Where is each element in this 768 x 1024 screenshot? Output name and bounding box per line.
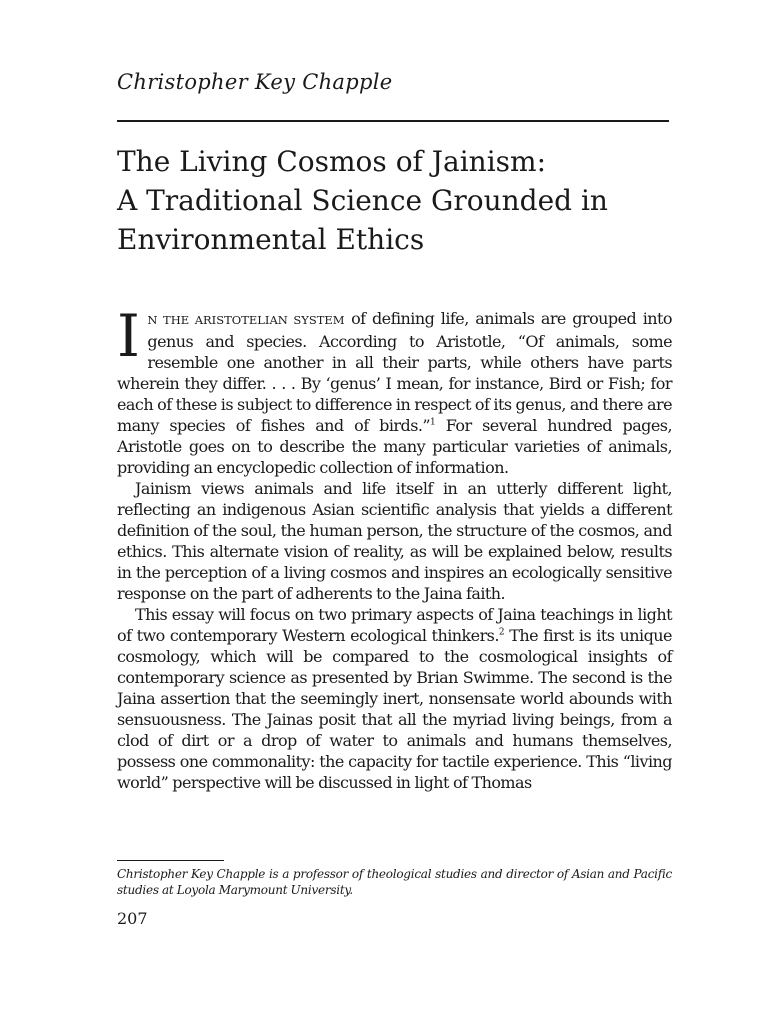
title-rule xyxy=(117,120,669,122)
paragraph-1-text-a: of defining life, animals are grouped into genus and species. According to Aristotle, “Of animals, some resemble one another in all their parts, while others have parts wherein they differ. . . . By ‘genus’ I mean, for instance, Bird or Fish; for each of these is subject to difference in respect of its genus, and there are many species of fishes and of birds.” xyxy=(117,309,672,435)
paragraph-2: Jainism views animals and life itself in an utterly different light, reflecting an indigenous Asian scientific analysis that yields a different definition of the soul, the human person, the structure of the cosmos, and ethics. This alternate vision of reality, as will be explained below, results in the perception of a living cosmos and inspires an ecologically sensitive response on the part of adherents to the Jaina faith. xyxy=(117,479,672,603)
paragraph-1 xyxy=(117,302,672,478)
page-number: 207 xyxy=(117,909,148,928)
footnote-ref-1: 1 xyxy=(430,417,436,428)
paragraph-3-text-a: This essay will focus on two primary aspects of Jaina teachings in light of two contemporary Western ecological thinkers. xyxy=(117,605,672,645)
paragraph-1-text-b: For several hundred pages, Aristotle goes on to describe the many particular varieties of animals, providing an encyclopedic collection of information. xyxy=(117,416,672,477)
title-line-2: A Traditional Science Grounded in xyxy=(117,184,608,217)
paragraph-3-text-b: The first is its unique cosmology, which will be compared to the cosmological insights of contemporary science as presented by Brian Swimme. The second is the Jaina assertion that the seemingly inert, nonsensate world abounds with sensuousness. The Jainas posit that all the myriad living beings, from a clod of dirt or a drop of water to animals and humans themselves, possess one commonality: the capacity for tactile experience. This “living world” perspective will be discussed in light of Thomas xyxy=(117,626,672,792)
drop-cap: I xyxy=(117,302,140,370)
small-caps-opening: N THE ARISTOTELIAN SYSTEM xyxy=(147,313,345,327)
footnote-ref-2: 2 xyxy=(498,627,505,638)
paragraph-3 xyxy=(117,604,672,793)
footnote-rule xyxy=(117,860,224,861)
author-name: Christopher Key Chapple xyxy=(117,70,393,94)
article-body xyxy=(117,302,672,793)
title-line-3: Environmental Ethics xyxy=(117,223,425,256)
author-footnote: Christopher Key Chapple is a professor of theological studies and director of Asian and Pacific studies at Loyola Marymount University. xyxy=(117,867,672,897)
title-line-1: The Living Cosmos of Jainism: xyxy=(117,145,547,178)
article-title xyxy=(117,142,677,259)
